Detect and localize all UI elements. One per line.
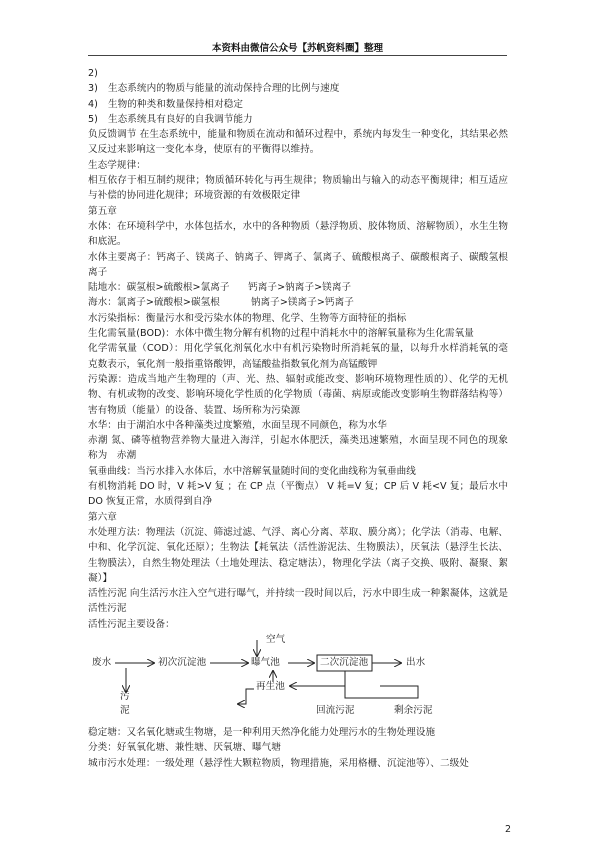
page-number: 2 — [504, 824, 511, 835]
aeration-tank-label: 曝气池 — [251, 656, 280, 668]
list-item — [88, 81, 508, 96]
paragraph: 污染源：造成当地产生物理的（声、光、热、辐射或能改变、影响环境物理性质的）、化学的无机物、有机或物的改变、影响环境化学性质的化学物质（毒菌、病原或能改变影响生物群落结构等）害有物质（能量）的设备、装置、场所称为污染源 — [88, 373, 508, 416]
list-number: 3) — [88, 83, 98, 95]
diagram-arrows — [88, 632, 508, 725]
page-header: 本资料由微信公众号【苏帆资料圈】整理 — [211, 43, 383, 54]
regen-tank-label: 再生池 — [256, 680, 285, 692]
paragraph: 生态学规律： — [88, 159, 146, 171]
paragraph: 水体：在环境科学中，水体包括水，水中的各种物质（悬浮物质、胶体物质、溶解物质），水生生物和底泥。 — [88, 220, 508, 248]
list-number: 4) — [88, 98, 98, 110]
return-sludge-label: 回流污泥 — [316, 704, 355, 716]
list-text: 生态系统内的物质与能量的流动保持合理的比例与速度 — [108, 83, 340, 95]
influent-label: 废水 — [92, 656, 112, 668]
paragraph: 赤潮 氮、磷等植物营养物大量进入海洋，引起水体肥沃，藻类迅速繁殖，水面呈现不同色的现象 称为 赤潮 — [88, 435, 508, 462]
paragraph: 分类：好氧氧化塘、兼性塘、厌氧塘、曝气塘 — [88, 742, 281, 754]
document-body — [88, 66, 508, 771]
paragraph: 活性污泥 向生活污水注入空气进行曝气，并持续一段时间以后，污水中即生成一种絮凝体，这就是 活性污泥 — [88, 588, 508, 615]
paragraph: 有机物消耗 DO 时，V 耗>V 复 ；在 CP 点（平衡点） V 耗=V 复；CP 后 V 耗<V 复；最后水中 DO 恢复正常，水质得到自净 — [88, 481, 508, 508]
paragraph: 负反馈调节 在生态系统中，能量和物质在流动和循环过程中，系统内每发生一种变化，其结果必然又反过来影响这一变化本身，使原有的平衡得以维持。 — [88, 129, 508, 156]
paragraph: 海水：氯离子>硫酸根>碳氢根 钠离子>镁离子>钙离子 — [88, 297, 354, 309]
list-number: 5) — [88, 113, 98, 125]
paragraph: 陆地水：碳氢根>硫酸根>氯离子 钙离子>钠离子>镁离子 — [88, 282, 352, 294]
paragraph: 活性污泥主要设备： — [88, 618, 175, 630]
primary-sludge-label: 污泥 — [120, 690, 130, 716]
chapter-heading: 第六章 — [88, 511, 117, 523]
list-text: 生态系统具有良好的自我调节能力 — [108, 113, 253, 125]
primary-clarifier-label: 初次沉淀池 — [158, 656, 207, 668]
activated-sludge-diagram — [88, 632, 508, 725]
paragraph: 水体主要离子：钙离子、镁离子、钠离子、钾离子、氯离子、硫酸根离子、碳酸根离子、碳酸氢根离子 — [88, 251, 508, 278]
paragraph: 水处理方法：物理法（沉淀、筛滤过滤、气浮、离心分离、萃取、膜分离）；化学法（消毒、电解、中和、化学沉淀、氧化还原）；生物法【耗氧法（活性游泥法、生物膜法），厌氧法（悬浮生长法、生物膜法），自然生物处理法（土地处理法、稳定塘法），物理化学法（离子交换、吸附、凝聚、絮凝）】 — [88, 526, 508, 584]
paragraph: 水污染指标：衡量污水和受污染水体的物理、化学、生物等方面特征的指标 — [88, 312, 407, 324]
paragraph: 生化需氧量(BOD)：水体中微生物分解有机物的过程中消耗水中的溶解氧量称为生化需氧量 — [88, 328, 474, 340]
paragraph: 稳定塘：又名氧化塘或生物塘，是一种利用天然净化能力处理污水的生物处理设施 — [88, 726, 436, 738]
excess-sludge-label: 剩余污泥 — [394, 704, 433, 716]
list-item — [88, 97, 508, 112]
paragraph: 城市污水处理：一级处理（悬浮性大颗粒物质，物理措施，采用格栅、沉淀池等）、二级处 — [88, 757, 469, 769]
return-sludge-arrow — [290, 671, 345, 686]
recycle-arrow — [238, 689, 254, 704]
paragraph: 化学需氧量（COD）：用化学氧化剂氧化水中有机污染物时所消耗氧的量，以每升水样消耗氧的毫克数表示，氧化剂一般指重铬酸钾，高锰酸盐指数氧化剂为高锰酸钾 — [88, 343, 508, 370]
list-item — [88, 112, 508, 127]
effluent-label: 出水 — [406, 656, 426, 668]
list-item: 2) — [88, 68, 98, 79]
paragraph: 氧垂曲线：当污水排入水体后，水中溶解氧量随时间的变化曲线称为氧垂曲线 — [88, 465, 416, 477]
header-divider — [88, 55, 507, 56]
secondary-clarifier-label: 二次沉淀池 — [320, 656, 369, 668]
list-text: 生物的种类和数量保持相对稳定 — [108, 98, 244, 110]
chapter-heading: 第五章 — [88, 205, 117, 217]
excess-sludge-line — [345, 686, 418, 698]
paragraph: 相互依存于相互制约规律；物质循环转化与再生规律；物质输出与输入的动态平衡规律；相互适应与补偿的协同进化规律；环境资源的有效极限定律 — [88, 175, 508, 202]
air-label: 空气 — [266, 633, 286, 645]
paragraph: 水华：由于湖泊水中各种藻类过度繁殖，水面呈现不同颜色，称为水华 — [88, 419, 387, 431]
